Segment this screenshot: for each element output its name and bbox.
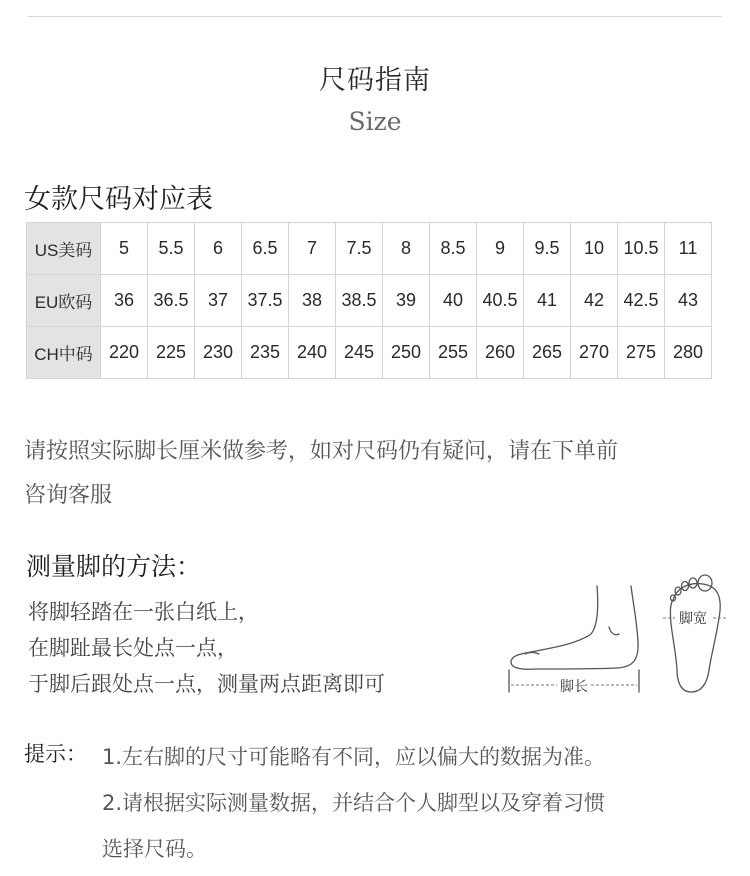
size-cell: 6.5 — [242, 223, 289, 275]
size-cell: 10 — [571, 223, 618, 275]
size-note — [24, 430, 730, 518]
size-cell: 270 — [571, 327, 618, 379]
size-cell: 40 — [430, 275, 477, 327]
size-row-label: EU欧码 — [27, 275, 101, 327]
size-cell: 230 — [195, 327, 242, 379]
size-cell: 10.5 — [618, 223, 665, 275]
size-cell: 8.5 — [430, 223, 477, 275]
size-row — [27, 275, 712, 327]
size-row — [27, 327, 712, 379]
size-cell: 37 — [195, 275, 242, 327]
size-cell: 39 — [383, 275, 430, 327]
tips-label: 提示： — [24, 742, 87, 766]
size-cell: 6 — [195, 223, 242, 275]
size-cell: 42.5 — [618, 275, 665, 327]
foot-length-label: 脚长 — [560, 679, 588, 695]
size-cell: 5 — [101, 223, 148, 275]
size-cell: 9.5 — [524, 223, 571, 275]
size-note-line: 咨询客服 — [24, 483, 113, 508]
foot-width-label: 脚宽 — [679, 611, 707, 627]
size-row-label: CH中码 — [27, 327, 101, 379]
size-cell: 38 — [289, 275, 336, 327]
size-cell: 36 — [101, 275, 148, 327]
tips-body — [102, 734, 742, 872]
size-cell: 240 — [289, 327, 336, 379]
tip-line: 2.请根据实际测量数据，并结合个人脚型以及穿着习惯 — [102, 791, 606, 815]
measure-method-title: 测量脚的方法： — [26, 552, 202, 581]
size-cell: 225 — [148, 327, 195, 379]
page-subtitle: Size — [348, 107, 402, 136]
size-cell: 43 — [665, 275, 712, 327]
size-table — [26, 222, 712, 379]
size-cell: 9 — [477, 223, 524, 275]
size-cell: 37.5 — [242, 275, 289, 327]
measure-step: 在脚趾最长处点一点， — [28, 636, 238, 660]
size-table-title: 女款尺码对应表 — [24, 184, 213, 215]
foot-sole-view — [670, 575, 720, 692]
page-title: 尺码指南 — [319, 65, 431, 96]
size-cell: 11 — [665, 223, 712, 275]
measure-step: 于脚后跟处点一点，测量两点距离即可 — [28, 672, 385, 696]
size-cell: 42 — [571, 275, 618, 327]
size-cell: 235 — [242, 327, 289, 379]
size-cell: 275 — [618, 327, 665, 379]
size-cell: 245 — [336, 327, 383, 379]
size-cell: 40.5 — [477, 275, 524, 327]
tip-line: 1.左右脚的尺寸可能略有不同，应以偏大的数据为准。 — [102, 745, 606, 769]
size-row — [27, 223, 712, 275]
size-cell: 280 — [665, 327, 712, 379]
size-cell: 7.5 — [336, 223, 383, 275]
top-divider — [28, 16, 722, 17]
tip-line: 选择尺码。 — [102, 837, 207, 861]
size-row-label: US美码 — [27, 223, 101, 275]
size-cell: 8 — [383, 223, 430, 275]
size-cell: 38.5 — [336, 275, 383, 327]
size-cell: 7 — [289, 223, 336, 275]
size-cell: 220 — [101, 327, 148, 379]
measure-steps — [28, 594, 385, 702]
size-cell: 36.5 — [148, 275, 195, 327]
size-cell: 255 — [430, 327, 477, 379]
size-cell: 5.5 — [148, 223, 195, 275]
measure-step: 将脚轻踏在一张白纸上， — [28, 600, 259, 624]
size-cell: 260 — [477, 327, 524, 379]
size-note-line: 请按照实际脚长厘米做参考，如对尺码仍有疑问，请在下单前 — [24, 439, 619, 464]
foot-measure-illustration — [505, 572, 730, 697]
size-cell: 250 — [383, 327, 430, 379]
size-cell: 265 — [524, 327, 571, 379]
size-cell: 41 — [524, 275, 571, 327]
